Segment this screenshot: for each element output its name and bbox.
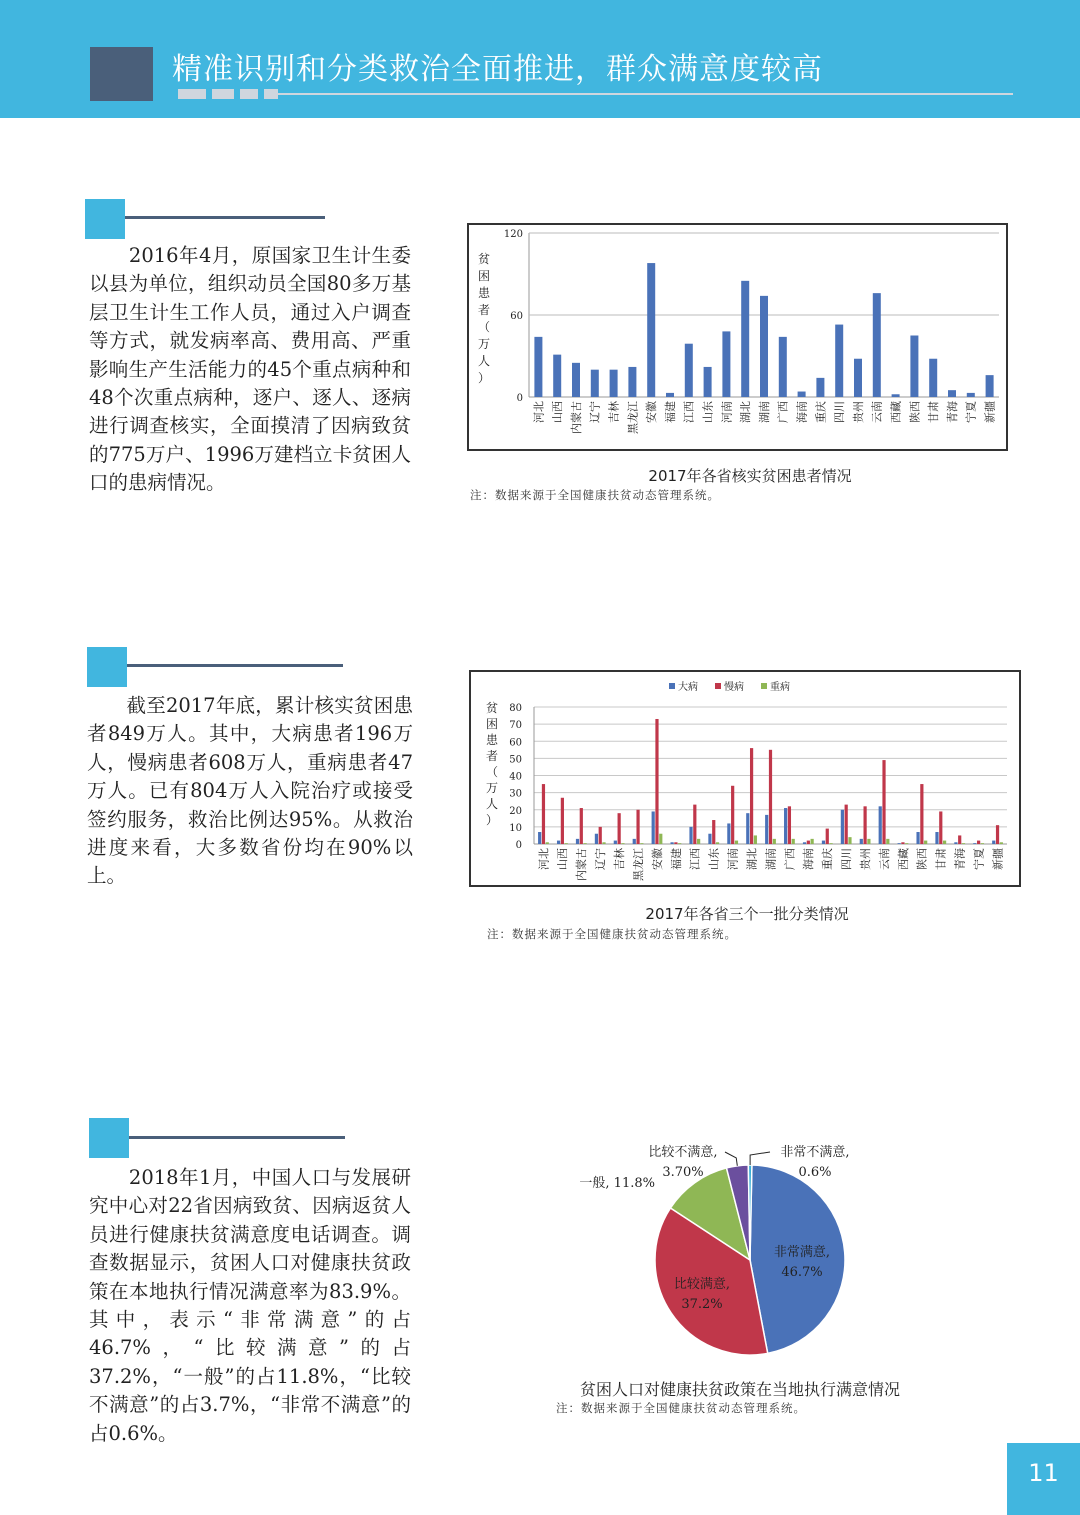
section-marker-line — [129, 1136, 345, 1139]
chart-1-x-tick-label: 贵州 — [851, 401, 865, 423]
chart-1-y-axis-label-char: 人 — [477, 354, 491, 368]
chart-1-x-tick-label: 海南 — [795, 401, 809, 423]
chart-1-x-tick-label: 辽宁 — [588, 401, 602, 423]
header-dash-decoration — [212, 89, 234, 99]
chart-1-title: 2017年各省核实贫困患者情况 — [648, 467, 852, 485]
chart-2-x-tick-label: 江西 — [688, 848, 702, 870]
chart-2-bar — [565, 843, 568, 844]
chart-2-bar — [602, 842, 605, 844]
section-3-paragraph: 2018年1月，中国人口与发展研究中心对22省因病致贫、因病返贫人员进行健康扶贫满意度电话调查。调查数据显示，贫困人口对健康扶贫政策在本地执行情况满意率为83.9%。其中，表示“非常满意”的占46.7%，“比较满意”的占37.2%，“一般”的占11.8%，“比较不满意”的占3.7%，“非常不满意”的占0.6%。 — [89, 1166, 411, 1445]
chart-2-x-tick-label: 河北 — [537, 848, 551, 870]
chart-2-bar — [557, 841, 560, 844]
chart-2-note: 注：数据来源于全国健康扶贫动态管理系统。 — [487, 927, 737, 941]
chart-1-bar — [722, 331, 730, 397]
chart-1-x-tick-label: 西藏 — [889, 401, 903, 423]
chart-2-x-tick-label: 湖南 — [764, 848, 778, 870]
chart-1-bar — [929, 359, 937, 397]
chart-2-bar — [595, 834, 598, 844]
chart-2-x-tick-label: 新疆 — [991, 848, 1005, 870]
chart-2-bar — [826, 829, 829, 844]
chart-2-bar — [992, 841, 995, 844]
chart-2-y-tick-label: 50 — [509, 754, 522, 766]
chart-1-bar — [948, 390, 956, 397]
chart-2-bar — [943, 841, 946, 844]
chart-1-y-axis-label-char: 贫 — [477, 252, 491, 266]
chart-2-y-tick-label: 20 — [509, 805, 522, 817]
chart-2-bar — [792, 839, 795, 844]
chart-2-bar — [981, 843, 984, 844]
chart-2-bar — [731, 786, 734, 844]
chart-1-bar — [572, 363, 580, 397]
chart-1-x-tick-label: 江西 — [682, 401, 696, 423]
chart-2-y-tick-label: 60 — [509, 737, 522, 749]
chart-2-bar — [901, 842, 904, 844]
chart-1-bar — [835, 325, 843, 397]
section-2-paragraph: 截至2017年底，累计核实贫困患者849万人。其中，大病患者196万人，慢病患者608万人，重病患者47万人。已有804万人入院治疗或接受签约服务，救治比例达95%。从救治进度来看，大多数省份均在90%以上。 — [87, 694, 413, 888]
chart-2-bar — [916, 832, 919, 844]
chart-2-bar — [614, 841, 617, 844]
chart-2-x-tick-label: 广西 — [783, 848, 797, 870]
chart-2-bar — [845, 805, 848, 844]
chart-2-bar — [973, 843, 976, 844]
chart-3-slice-label: 3.70% — [662, 1165, 704, 1180]
chart-2-bar — [580, 808, 583, 844]
page-title: 精准识别和分类救治全面推进，群众满意度较高 — [172, 52, 823, 87]
chart-1-bar — [591, 370, 599, 397]
chart-1-x-tick-label: 广西 — [776, 401, 790, 423]
chart-2-bar — [784, 808, 787, 844]
chart-1-bar — [816, 378, 824, 397]
chart-2-bar — [769, 750, 772, 844]
chart-2-x-tick-label: 青海 — [953, 848, 967, 870]
chart-1-x-tick-label: 宁夏 — [964, 401, 978, 423]
chart-2-bar — [939, 811, 942, 844]
chart-2-x-tick-label: 内蒙古 — [575, 848, 589, 881]
chart-2-x-tick-label: 云南 — [877, 848, 891, 870]
chart-1-x-tick-label: 湖南 — [757, 401, 771, 423]
chart-2-bar — [750, 748, 753, 844]
chart-1-note: 注：数据来源于全国健康扶贫动态管理系统。 — [470, 488, 720, 502]
page-number-box — [1007, 1443, 1080, 1515]
chart-2-legend-label: 慢病 — [724, 682, 744, 693]
section-marker-square — [85, 199, 125, 239]
chart-2-bar — [803, 842, 806, 844]
chart-1-bar — [892, 394, 900, 397]
chart-2-bar — [860, 839, 863, 844]
chart-2-bar — [841, 810, 844, 844]
chart-2-bar — [640, 843, 643, 844]
chart-2-bar — [935, 832, 938, 844]
chart-2-bar — [754, 835, 757, 844]
chart-1-bar — [628, 367, 636, 397]
chart-1-bar — [685, 344, 693, 397]
section-1-paragraph: 2016年4月，原国家卫生计生委以县为单位，组织动员全国80多万基层卫生计生工作人员，通过入户调查等方式，就发病率高、费用高、严重影响生产生活能力的45个重点病种和48个次重点病种，逐户、逐人、逐病进行调查核实，全面摸清了因病致贫的775万户、1996万建档立卡贫困人口的患病情况。 — [89, 244, 411, 495]
chart-2-bar — [716, 842, 719, 844]
chart-2-title: 2017年各省三个一批分类情况 — [645, 905, 849, 923]
chart-1-x-tick-label: 四川 — [833, 401, 847, 423]
chart-2-bar — [962, 843, 965, 844]
chart-2-x-tick-label: 四川 — [840, 848, 854, 870]
chart-2-legend-swatch — [761, 683, 767, 689]
chart-1-bar — [553, 355, 561, 397]
chart-1-x-tick-label: 黑龙江 — [626, 401, 640, 434]
chart-2-x-tick-label: 甘肃 — [934, 848, 948, 870]
chart-3-pie-chart — [540, 1130, 940, 1380]
chart-2-x-tick-label: 山东 — [707, 848, 721, 870]
chart-2-bar — [633, 839, 636, 844]
chart-2-x-tick-label: 吉林 — [612, 848, 626, 870]
chart-2-y-tick-label: 10 — [509, 822, 522, 834]
chart-3-slice-label: 比较满意, — [673, 1277, 731, 1292]
chart-3-slice-label: 46.7% — [781, 1265, 823, 1280]
chart-2-y-tick-label: 70 — [509, 720, 522, 732]
chart-2-y-tick-label: 30 — [509, 788, 522, 800]
chart-2-x-tick-label: 海南 — [802, 848, 816, 870]
chart-1-bar — [741, 281, 749, 397]
chart-2-x-tick-label: 安徽 — [650, 848, 664, 870]
chart-1-x-tick-label: 甘肃 — [927, 401, 941, 423]
chart-2-x-tick-label: 福建 — [669, 848, 683, 870]
chart-2-y-axis-label — [486, 701, 499, 827]
chart-2-bar — [898, 843, 901, 844]
chart-2-bar — [618, 813, 621, 844]
chart-2-bar — [807, 841, 810, 844]
chart-2-x-tick-label: 西藏 — [896, 848, 910, 870]
chart-2-bar — [1000, 842, 1003, 844]
chart-1-x-tick-label: 重庆 — [814, 401, 828, 423]
chart-1-bar — [610, 370, 618, 397]
chart-3-slice-label: 0.6% — [798, 1165, 832, 1180]
chart-2-bar — [829, 843, 832, 844]
chart-2-frame — [469, 670, 1021, 887]
chart-1-x-tick-label: 内蒙古 — [569, 401, 583, 434]
chart-2-bar — [977, 841, 980, 844]
chart-2-bar — [584, 843, 587, 844]
chart-2-bar — [712, 820, 715, 844]
chart-2-bar — [773, 839, 776, 844]
chart-2-bar — [636, 810, 639, 844]
chart-2-y-axis-label-char: 贫 — [485, 701, 499, 715]
chart-1-bar — [779, 337, 787, 397]
chart-2-bar — [905, 843, 908, 844]
section-marker-line — [125, 216, 325, 219]
chart-2-x-tick-label: 山西 — [556, 848, 570, 870]
chart-1-y-axis-label-char: （ — [477, 320, 491, 334]
chart-2-bar — [678, 843, 681, 844]
section-marker-square — [87, 647, 127, 687]
chart-2-y-axis-label-char: 万 — [485, 781, 499, 795]
chart-1-x-tick-label: 山东 — [701, 401, 715, 423]
chart-3-slice-label: 比较不满意, — [648, 1145, 718, 1160]
chart-2-bar — [822, 841, 825, 844]
chart-2-bar — [542, 784, 545, 844]
chart-2-bar — [697, 839, 700, 844]
chart-2-bar — [538, 832, 541, 844]
chart-2-x-tick-label: 湖北 — [745, 848, 759, 870]
chart-1-y-axis-label-char: 者 — [477, 303, 491, 317]
chart-2-legend-swatch — [669, 683, 675, 689]
chart-2-bar — [671, 842, 674, 844]
chart-1-x-tick-label: 新疆 — [983, 401, 997, 423]
chart-1-y-tick-label: 0 — [516, 393, 523, 404]
header-square-decoration — [90, 47, 153, 101]
chart-1-x-tick-label: 吉林 — [607, 401, 621, 423]
chart-2-bar — [996, 825, 999, 844]
chart-2-legend-label: 重病 — [770, 682, 790, 693]
chart-1-bar — [647, 263, 655, 397]
chart-2-y-axis-label-char: 患 — [485, 733, 499, 747]
chart-2-bar — [659, 834, 662, 844]
chart-1-bar — [967, 393, 975, 397]
chart-2-legend-label: 大病 — [678, 682, 698, 693]
chart-1-y-axis-label-char: 万 — [477, 337, 491, 351]
chart-1-bar — [873, 293, 881, 397]
chart-2-y-tick-label: 40 — [509, 771, 522, 783]
chart-1-x-tick-label: 湖北 — [739, 401, 753, 423]
header-dash-decoration — [178, 89, 206, 99]
chart-2-x-tick-label: 贵州 — [858, 848, 872, 870]
chart-2-y-axis-label-char: （ — [485, 765, 499, 779]
chart-1-x-tick-label: 福建 — [663, 401, 677, 423]
chart-2-x-tick-label: 河南 — [726, 848, 740, 870]
chart-2-y-axis-label-char: ） — [485, 813, 499, 827]
chart-2-bar — [746, 813, 749, 844]
chart-1-bar — [854, 359, 862, 397]
chart-2-bar — [886, 839, 889, 844]
chart-1-bar — [986, 375, 994, 397]
chart-2-bar — [788, 806, 791, 844]
chart-2-bar — [674, 842, 677, 844]
chart-3-slice-label: 37.2% — [681, 1297, 723, 1312]
chart-2-y-axis-label-char: 人 — [485, 797, 499, 811]
chart-1-x-tick-label: 河北 — [532, 401, 546, 423]
chart-2-bar — [958, 835, 961, 844]
chart-2-y-tick-label: 80 — [509, 703, 522, 714]
chart-2-y-axis-label-char: 者 — [485, 749, 499, 763]
chart-2-bar — [864, 806, 867, 844]
chart-1-y-axis-label-char: ） — [477, 371, 491, 385]
chart-1-bar — [798, 392, 806, 397]
chart-2-bar — [882, 760, 885, 844]
chart-2-bar — [708, 834, 711, 844]
chart-3-note: 注：数据来源于全国健康扶贫动态管理系统。 — [556, 1401, 806, 1415]
chart-1-x-tick-label: 青海 — [945, 401, 959, 423]
chart-2-bar — [848, 837, 851, 844]
chart-1-x-tick-label: 安徽 — [645, 401, 659, 423]
chart-1-bar — [910, 336, 918, 398]
chart-1-y-tick-label: 60 — [510, 311, 523, 322]
chart-2-bar — [954, 842, 957, 844]
chart-1-bar — [666, 393, 674, 397]
chart-2-legend-swatch — [715, 683, 721, 689]
chart-2-y-tick-label: 0 — [515, 840, 522, 851]
chart-2-y-axis-label-char: 困 — [485, 717, 499, 731]
chart-2-bar — [546, 842, 549, 844]
chart-2-x-tick-label: 宁夏 — [972, 848, 986, 870]
chart-2-bar — [879, 806, 882, 844]
chart-2-bar — [693, 805, 696, 844]
section-marker-line — [127, 664, 343, 667]
chart-1-y-axis-label — [478, 252, 491, 385]
section-marker-square — [89, 1118, 129, 1158]
chart-2-bar — [867, 839, 870, 844]
chart-1-y-tick-label: 120 — [503, 229, 523, 240]
chart-1-bar — [534, 337, 542, 397]
chart-1-x-tick-label: 陕西 — [908, 401, 922, 423]
chart-2-bar — [811, 839, 814, 844]
chart-2-bar — [924, 841, 927, 844]
chart-2-bar — [599, 827, 602, 844]
chart-2-bar — [576, 839, 579, 844]
chart-2-bar — [765, 815, 768, 844]
chart-1-frame — [467, 223, 1008, 451]
chart-1-x-tick-label: 山西 — [551, 401, 565, 423]
chart-1-y-axis-label-char: 患 — [477, 286, 491, 300]
chart-2-bar — [561, 798, 564, 844]
chart-1-bar-chart — [469, 225, 1006, 449]
chart-2-bar — [652, 811, 655, 844]
chart-2-bar — [689, 827, 692, 844]
chart-3-slice-label: 非常满意, — [773, 1245, 831, 1260]
chart-2-x-tick-label: 陕西 — [915, 848, 929, 870]
chart-2-bar — [655, 719, 658, 844]
header-dash-decoration — [240, 89, 258, 99]
chart-2-x-tick-label: 黑龙江 — [631, 848, 645, 881]
chart-2-bar — [920, 784, 923, 844]
page-header — [0, 0, 1080, 118]
chart-3-title: 贫困人口对健康扶贫政策在当地执行满意情况 — [579, 1380, 900, 1399]
chart-3-slice-label: 非常不满意, — [780, 1145, 850, 1160]
chart-3-leader-line — [750, 1152, 770, 1165]
chart-3-leader-line — [725, 1152, 737, 1166]
chart-1-bar — [704, 367, 712, 397]
page-number: 11 — [1028, 1459, 1059, 1487]
chart-2-bar — [735, 841, 738, 844]
chart-1-y-axis-label-char: 困 — [477, 269, 491, 283]
chart-2-bar — [727, 823, 730, 844]
chart-2-grouped-bar-chart — [471, 672, 1019, 885]
chart-2-x-tick-label: 重庆 — [821, 848, 835, 870]
chart-1-bar — [760, 296, 768, 397]
chart-1-x-tick-label: 河南 — [720, 401, 734, 423]
chart-2-bar — [621, 843, 624, 844]
header-underline — [268, 93, 1013, 95]
chart-3-slice-label: 一般, 11.8% — [579, 1176, 655, 1191]
chart-1-x-tick-label: 云南 — [870, 401, 884, 423]
chart-2-x-tick-label: 辽宁 — [594, 848, 608, 870]
